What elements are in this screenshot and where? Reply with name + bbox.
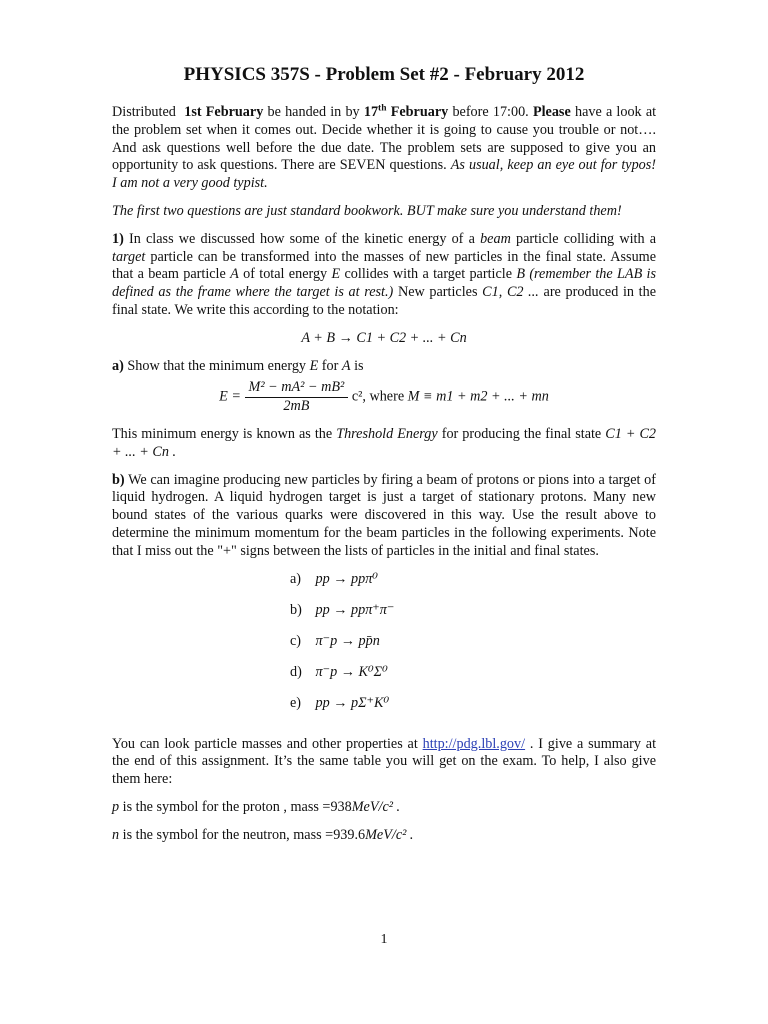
part-b: b) We can imagine producing new particles by firing a beam of protons or pions into a target of liquid hydrogen. A liquid hydrogen target is just a target of stationary protons. Many new bound states of the various quarks were discovered in this way. Use the result above to determine the minimum momentum for the beam particles in the following experiments. Note that I miss out the "+" signs between the lists of particles in the initial and final states. bbox=[112, 471, 656, 559]
threshold-paragraph: This minimum energy is known as the Threshold Energy for producing the final state C1 + C2 + ... + Cn . bbox=[112, 425, 657, 460]
proton-mass-line: p is the symbol for the proton , mass =938MeV/c² . bbox=[112, 798, 401, 815]
masses-paragraph: You can look particle masses and other properties at http://pdg.lbl.gov/ . I give a summary at the end of this assignment. It’s the same table you will get on the exam. To help, I also give them here: bbox=[112, 735, 657, 788]
neutron-mass-line: n is the symbol for the neutron, mass =939.6MeV/c² . bbox=[112, 826, 414, 843]
part-a: a) Show that the minimum energy E for A is bbox=[112, 357, 364, 374]
reaction-item: c) π⁻p → pp̄n bbox=[290, 632, 380, 649]
distribution-date: 1st February bbox=[184, 104, 264, 120]
reaction-item: d) π⁻p → K⁰Σ⁰ bbox=[290, 663, 388, 680]
reaction-equation: A + B → C1 + C2 + ... + Cn bbox=[301, 329, 467, 346]
reaction-list bbox=[290, 571, 656, 726]
due-date: 17th February bbox=[363, 103, 449, 120]
reaction-item: b) pp → ppπ⁺π⁻ bbox=[290, 601, 395, 618]
question-1: 1) In class we discussed how some of the kinetic energy of a beam particle colliding with a target particle can be transformed into the masses of new particles in the final state. Assume that a beam particle A of total energy E collides with a target particle B (remember the LAB is defined as the frame where the target is at rest.) New particles C1, C2 ... are produced in the final state. We write this according to the notation: bbox=[112, 230, 657, 318]
document-body bbox=[112, 64, 656, 855]
page-number: 1 bbox=[380, 932, 388, 947]
threshold-energy-equation: E = $\frac{\text{M² − mA² − mB²}}{2mB}$ c², where M ≡ m1 + m2 + ... + mn bbox=[219, 379, 549, 415]
page-title: PHYSICS 357S - Problem Set #2 - February 2012 bbox=[183, 64, 585, 85]
pdg-link[interactable]: http://pdg.lbl.gov/ bbox=[422, 735, 526, 752]
reaction-item: e) pp → pΣ⁺K⁰ bbox=[290, 694, 390, 711]
intro-paragraph: Distributed 1st February be handed in by 17th February before 17:00. Please have a look at the problem set when it comes out. Decide whether it is going to cause you trouble or not…. And ask questions well before the due date. The problem sets are supposed to give you an opportunity to ask questions. There are SEVEN questions. As usual, keep an eye out for typos! I am not a very good typist. bbox=[112, 103, 657, 192]
bookwork-note: The first two questions are just standard bookwork. BUT make sure you understand them! bbox=[112, 202, 622, 219]
reaction-item: a) pp → ppπ⁰ bbox=[290, 570, 378, 587]
